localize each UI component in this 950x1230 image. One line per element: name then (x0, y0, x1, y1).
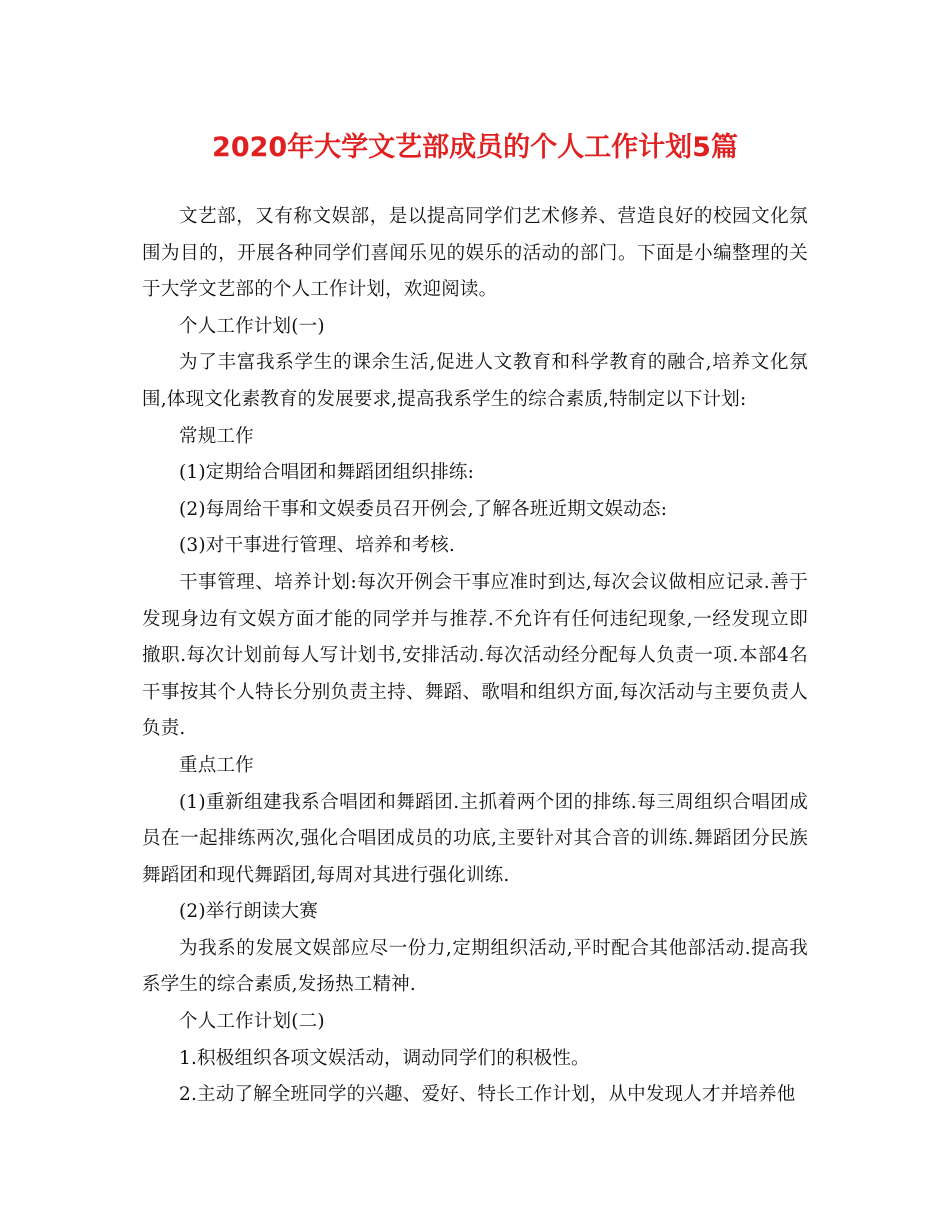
section-heading-plan-1: 个人工作计划(一) (179, 315, 325, 337)
document-title: 2020年大学文艺部成员的个人工作计划5篇 (212, 132, 738, 163)
list-item: (3)对干事进行管理、培养和考核. (179, 535, 455, 557)
list-item: (2)举行朗读大赛 (179, 901, 319, 923)
list-item: 2.主动了解全班同学的兴趣、爱好、特长工作计划，从中发现人才并培养他 (179, 1084, 796, 1106)
intro-paragraph: 文艺部，又有称文娱部，是以提高同学们艺术修养、营造良好的校园文化氛围为目的，开展各种同学们喜闻乐见的娱乐的活动的部门。下面是小编整理的关于大学文艺部的个人工作计划，欢迎阅读。 (142, 206, 808, 301)
list-item: (1)重新组建我系合唱团和舞蹈团.主抓着两个团的排练.每三周组织合唱团成员在一起排练两次,强化合唱团成员的功底,主要针对其合音的训练.舞蹈团分民族舞蹈团和现代舞蹈团,每周对其进行强化训练. (142, 791, 808, 886)
subheading-routine-work: 常规工作 (179, 425, 254, 447)
paragraph: 为我系的发展文娱部应尽一份力,定期组织活动,平时配合其他部活动.提高我系学生的综合素质,发扬热工精神. (142, 937, 808, 996)
subheading-key-work: 重点工作 (179, 754, 254, 776)
list-item: 1.积极组织各项文娱活动，调动同学们的积极性。 (179, 1047, 590, 1069)
list-item: (2)每周给干事和文娱委员召开例会,了解各班近期文娱动态: (179, 498, 668, 520)
section-heading-plan-2: 个人工作计划(二) (179, 1011, 325, 1033)
list-item: (1)定期给合唱团和舞蹈团组织排练: (179, 462, 475, 484)
document-body (142, 199, 808, 1114)
paragraph: 为了丰富我系学生的课余生活,促进人文教育和科学教育的融合,培养文化氛围,体现文化素教育的发展要求,提高我系学生的综合素质,特制定以下计划: (142, 352, 808, 410)
paragraph: 干事管理、培养计划:每次开例会干事应准时到达,每次会议做相应记录.善于发现身边有文娱方面才能的同学并与推荐.不允许有任何违纪现象,一经发现立即撤职.每次计划前每人写计划书,安排活动.每次活动经分配每人负责一项.本部4名干事按其个人特长分别负责主持、舞蹈、歌唱和组织方面,每次活动与主要负责人负责. (142, 571, 808, 740)
